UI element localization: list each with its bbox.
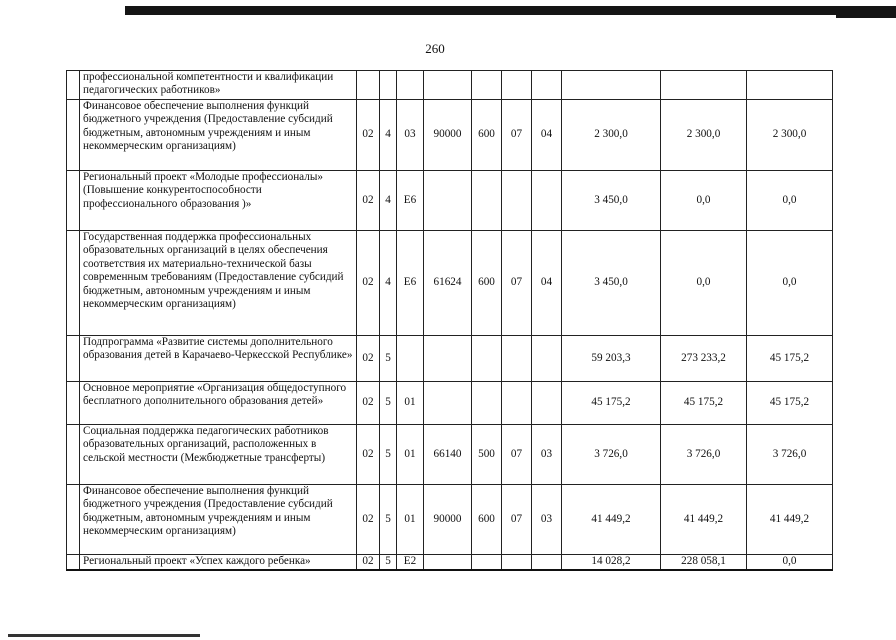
row-marker-cell bbox=[67, 382, 80, 425]
table-row bbox=[67, 336, 833, 382]
code-cell-c5: 600 bbox=[472, 100, 502, 171]
code-cell-c1: 02 bbox=[357, 100, 380, 171]
table-row bbox=[67, 425, 833, 485]
amount-cell-v2 bbox=[661, 71, 747, 100]
code-cell-c1: 02 bbox=[357, 231, 380, 336]
code-cell-c2: 5 bbox=[380, 555, 397, 570]
code-cell-c3 bbox=[397, 71, 424, 100]
code-cell-c2: 4 bbox=[380, 231, 397, 336]
amount-cell-v2: 0,0 bbox=[661, 171, 747, 231]
amount-cell-v3: 0,0 bbox=[747, 171, 833, 231]
amount-cell-v1 bbox=[562, 71, 661, 100]
code-cell-c7: 03 bbox=[532, 485, 562, 555]
code-cell-c5 bbox=[472, 555, 502, 570]
code-cell-c1: 02 bbox=[357, 382, 380, 425]
code-cell-c2 bbox=[380, 71, 397, 100]
code-cell-c6: 07 bbox=[502, 425, 532, 485]
table-row bbox=[67, 485, 833, 555]
code-cell-c6 bbox=[502, 336, 532, 382]
code-cell-c3: E6 bbox=[397, 171, 424, 231]
code-cell-c6: 07 bbox=[502, 231, 532, 336]
amount-cell-v3: 41 449,2 bbox=[747, 485, 833, 555]
row-marker-cell bbox=[67, 171, 80, 231]
code-cell-c1: 02 bbox=[357, 171, 380, 231]
code-cell-c5 bbox=[472, 171, 502, 231]
code-cell-c7: 04 bbox=[532, 100, 562, 171]
code-cell-c5 bbox=[472, 71, 502, 100]
item-name-cell: Основное мероприятие «Организация общедоступного бесплатного дополнительного образования детей» bbox=[80, 382, 357, 425]
code-cell-c5: 600 bbox=[472, 485, 502, 555]
code-cell-c7: 03 bbox=[532, 425, 562, 485]
amount-cell-v3: 2 300,0 bbox=[747, 100, 833, 171]
amount-cell-v1: 14 028,2 bbox=[562, 555, 661, 570]
amount-cell-v1: 3 450,0 bbox=[562, 231, 661, 336]
code-cell-c4 bbox=[424, 71, 472, 100]
code-cell-c2: 4 bbox=[380, 171, 397, 231]
code-cell-c6 bbox=[502, 555, 532, 570]
code-cell-c4 bbox=[424, 336, 472, 382]
amount-cell-v2: 3 726,0 bbox=[661, 425, 747, 485]
scan-bottom-edge bbox=[8, 634, 200, 637]
amount-cell-v1: 3 450,0 bbox=[562, 171, 661, 231]
code-cell-c1: 02 bbox=[357, 485, 380, 555]
table-row bbox=[67, 171, 833, 231]
amount-cell-v3 bbox=[747, 71, 833, 100]
table-body bbox=[67, 71, 833, 570]
amount-cell-v3: 0,0 bbox=[747, 231, 833, 336]
budget-table bbox=[66, 70, 833, 571]
code-cell-c4 bbox=[424, 171, 472, 231]
code-cell-c4: 66140 bbox=[424, 425, 472, 485]
item-name-cell: Социальная поддержка педагогических работников образовательных организаций, расположенных в сельской местности (Межбюджетные трансферты) bbox=[80, 425, 357, 485]
code-cell-c6 bbox=[502, 171, 532, 231]
amount-cell-v2: 0,0 bbox=[661, 231, 747, 336]
code-cell-c1: 02 bbox=[357, 425, 380, 485]
row-marker-cell bbox=[67, 100, 80, 171]
item-name-cell: профессиональной компетентности и квалификации педагогических работников» bbox=[80, 71, 357, 100]
code-cell-c2: 5 bbox=[380, 425, 397, 485]
code-cell-c2: 5 bbox=[380, 485, 397, 555]
amount-cell-v1: 45 175,2 bbox=[562, 382, 661, 425]
amount-cell-v2: 2 300,0 bbox=[661, 100, 747, 171]
scan-top-edge bbox=[125, 6, 896, 15]
code-cell-c4: 90000 bbox=[424, 485, 472, 555]
amount-cell-v2: 228 058,1 bbox=[661, 555, 747, 570]
row-marker-cell bbox=[67, 485, 80, 555]
table-row bbox=[67, 71, 833, 100]
amount-cell-v1: 59 203,3 bbox=[562, 336, 661, 382]
code-cell-c3: 01 bbox=[397, 382, 424, 425]
code-cell-c5 bbox=[472, 382, 502, 425]
code-cell-c6: 07 bbox=[502, 485, 532, 555]
row-marker-cell bbox=[67, 231, 80, 336]
code-cell-c6: 07 bbox=[502, 100, 532, 171]
code-cell-c7 bbox=[532, 71, 562, 100]
code-cell-c1: 02 bbox=[357, 336, 380, 382]
code-cell-c2: 4 bbox=[380, 100, 397, 171]
amount-cell-v3: 3 726,0 bbox=[747, 425, 833, 485]
row-marker-cell bbox=[67, 555, 80, 570]
code-cell-c3: E6 bbox=[397, 231, 424, 336]
amount-cell-v2: 273 233,2 bbox=[661, 336, 747, 382]
code-cell-c3: E2 bbox=[397, 555, 424, 570]
item-name-cell: Финансовое обеспечение выполнения функций бюджетного учреждения (Предоставление субсидий бюджетным, автономным учреждениям и иным некоммерческим организациям) bbox=[80, 485, 357, 555]
code-cell-c5: 600 bbox=[472, 231, 502, 336]
code-cell-c7 bbox=[532, 382, 562, 425]
code-cell-c7 bbox=[532, 171, 562, 231]
item-name-cell: Государственная поддержка профессиональных образовательных организаций в целях обеспечения соответствия их материально-технической базы современным требованиям (Предоставление субсидий бюджетным, автономным учреждениям и иным некоммерческим организациям) bbox=[80, 231, 357, 336]
amount-cell-v3: 45 175,2 bbox=[747, 336, 833, 382]
code-cell-c3 bbox=[397, 336, 424, 382]
code-cell-c2: 5 bbox=[380, 382, 397, 425]
item-name-cell: Подпрограмма «Развитие системы дополнительного образования детей в Карачаево-Черкесской Республике» bbox=[80, 336, 357, 382]
code-cell-c4 bbox=[424, 555, 472, 570]
code-cell-c5: 500 bbox=[472, 425, 502, 485]
amount-cell-v3: 45 175,2 bbox=[747, 382, 833, 425]
item-name-cell: Региональный проект «Молодые профессионалы» (Повышение конкурентоспособности профессионального образования )» bbox=[80, 171, 357, 231]
table-row bbox=[67, 100, 833, 171]
row-marker-cell bbox=[67, 425, 80, 485]
code-cell-c7 bbox=[532, 336, 562, 382]
amount-cell-v3: 0,0 bbox=[747, 555, 833, 570]
code-cell-c1: 02 bbox=[357, 555, 380, 570]
item-name-cell: Региональный проект «Успех каждого ребенка» bbox=[80, 555, 357, 570]
code-cell-c4 bbox=[424, 382, 472, 425]
table-row bbox=[67, 555, 833, 570]
item-name-cell: Финансовое обеспечение выполнения функций бюджетного учреждения (Предоставление субсидий бюджетным, автономным учреждениям и иным некоммерческим организациям) bbox=[80, 100, 357, 171]
code-cell-c2: 5 bbox=[380, 336, 397, 382]
row-marker-cell bbox=[67, 71, 80, 100]
code-cell-c4: 61624 bbox=[424, 231, 472, 336]
code-cell-c3: 01 bbox=[397, 425, 424, 485]
amount-cell-v2: 41 449,2 bbox=[661, 485, 747, 555]
amount-cell-v2: 45 175,2 bbox=[661, 382, 747, 425]
code-cell-c1 bbox=[357, 71, 380, 100]
code-cell-c5 bbox=[472, 336, 502, 382]
row-marker-cell bbox=[67, 336, 80, 382]
table-row bbox=[67, 382, 833, 425]
code-cell-c6 bbox=[502, 71, 532, 100]
page-number: 260 bbox=[425, 41, 445, 56]
code-cell-c3: 01 bbox=[397, 485, 424, 555]
table-row bbox=[67, 231, 833, 336]
code-cell-c7: 04 bbox=[532, 231, 562, 336]
amount-cell-v1: 41 449,2 bbox=[562, 485, 661, 555]
code-cell-c4: 90000 bbox=[424, 100, 472, 171]
code-cell-c3: 03 bbox=[397, 100, 424, 171]
amount-cell-v1: 2 300,0 bbox=[562, 100, 661, 171]
amount-cell-v1: 3 726,0 bbox=[562, 425, 661, 485]
code-cell-c6 bbox=[502, 382, 532, 425]
code-cell-c7 bbox=[532, 555, 562, 570]
